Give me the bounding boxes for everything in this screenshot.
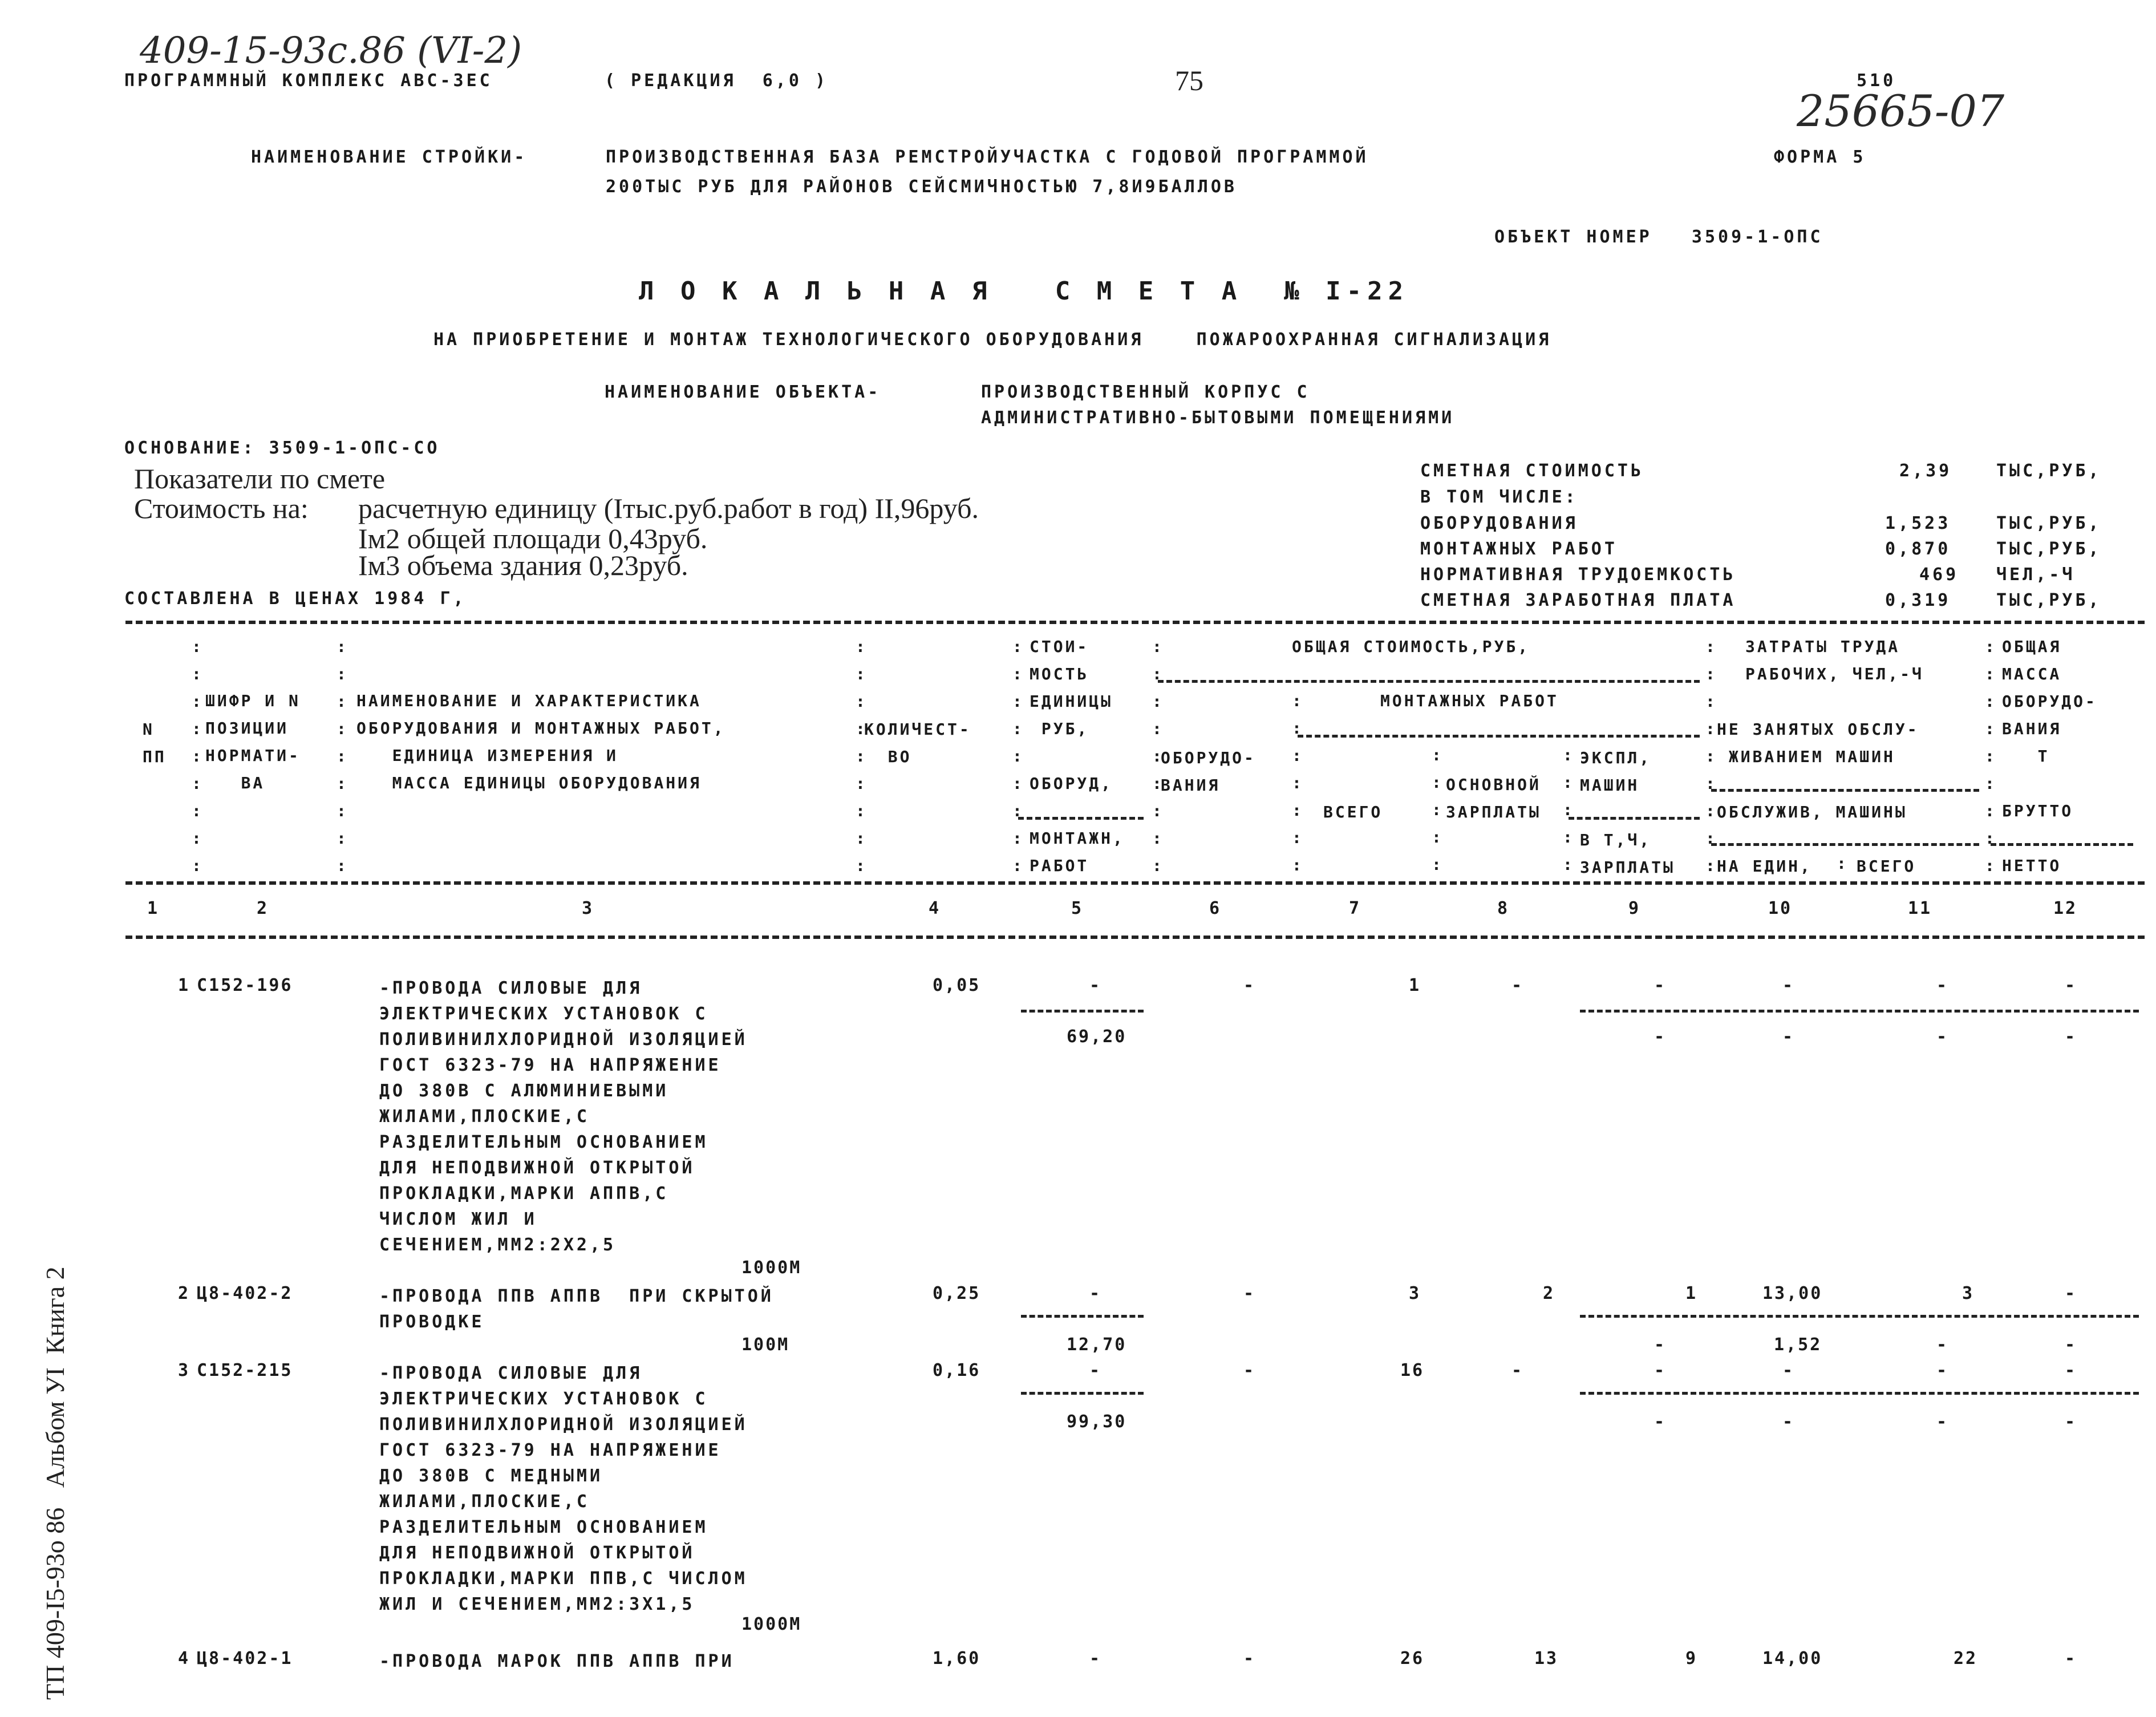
row-c11-top: - <box>1936 1360 1949 1380</box>
row-labor-rule <box>1580 1315 2139 1318</box>
col-number: 6 <box>1209 898 1222 918</box>
object-number: ОБЪЕКТ НОМЕР 3509-1-ОПС <box>1494 227 1823 247</box>
document-subtitle: НА ПРИОБРЕТЕНИЕ И МОНТАЖ ТЕХНОЛОГИЧЕСКОГО ОБОРУДОВАНИЯ ПОЖАРООХРАННАЯ СИГНАЛИЗАЦИЯ <box>433 330 1552 350</box>
row-c10-top: 14,00 <box>1762 1649 1823 1669</box>
col-number: 3 <box>582 898 594 918</box>
handwritten-code: 409-15-93с.86 (VI-2) <box>140 30 522 72</box>
row-c6: - <box>1243 1360 1256 1380</box>
row-c9-bot: - <box>1654 1335 1667 1355</box>
page-number: 75 <box>1175 64 1203 96</box>
row-c8: - <box>1511 1360 1524 1380</box>
hdr-col12: ОБЩАЯ МАССА ОБОРУДО- ВАНИЯ Т БРУТТО НЕТТО <box>2002 637 2097 875</box>
row-c9-top: - <box>1654 975 1667 995</box>
hdr-general-cost: ОБЩАЯ СТОИМОСТЬ,РУБ, <box>1292 637 1530 656</box>
row-code: С152-196 <box>197 975 293 995</box>
row-qty: 0,16 <box>933 1360 981 1380</box>
handwritten-number: 25665-07 <box>1797 86 2005 136</box>
row-c11-top: 3 <box>1962 1283 1975 1303</box>
row-c12-top: - <box>2065 1360 2077 1380</box>
hdr-labor-sub2: ОБСЛУЖИВ, МАШИНЫ <box>1717 803 1907 821</box>
program-name: ПРОГРАММНЫЙ КОМПЛЕКС АВС-ЗЕС <box>124 71 493 91</box>
cost-line1: расчетную единицу (Iтыс.руб.работ в год) II,96руб. <box>358 492 979 524</box>
side-album-label: ТП 409-I5-93о 86 Альбом УI Книга 2 <box>40 1266 70 1700</box>
row-index: 4 <box>178 1649 191 1669</box>
hdr-col6: ОБОРУДО- ВАНИЯ <box>1161 748 1256 795</box>
row-unit: 100М <box>741 1335 790 1355</box>
object-line2: АДМИНИСТРАТИВНО-БЫТОВЫМИ ПОМЕЩЕНИЯМИ <box>981 408 1455 428</box>
row-c7: 16 <box>1400 1360 1425 1380</box>
row-c10-bot: - <box>1782 1027 1795 1047</box>
row-c11-top: - <box>1936 975 1949 995</box>
row-c9-top: - <box>1654 1360 1667 1380</box>
hdr-col2: ШИФР И N ПОЗИЦИИ НОРМАТИ- ВА <box>205 691 301 792</box>
hdr-col1: N ПП <box>143 720 167 766</box>
summary-value: 0,870 <box>1885 539 1951 559</box>
col-number: 8 <box>1497 898 1510 918</box>
summary-label: СМЕТНАЯ ЗАРАБОТНАЯ ПЛАТА <box>1420 590 1736 610</box>
row-c10-top: - <box>1782 975 1795 995</box>
row-c5-top: - <box>1089 975 1102 995</box>
row-unit: 1000М <box>741 1258 802 1278</box>
cost-line3: Iм3 объема здания 0,23руб. <box>358 549 688 581</box>
row-c10-bot: 1,52 <box>1774 1335 1822 1355</box>
row-c7: 3 <box>1409 1283 1421 1303</box>
row-c8: 13 <box>1534 1649 1559 1669</box>
row-c12-bot: - <box>2065 1335 2077 1355</box>
document-title: Л О К А Л Ь Н А Я С М Е Т А № I-22 <box>639 277 1409 306</box>
row-c12-bot: - <box>2065 1027 2077 1047</box>
row-c6: - <box>1243 975 1256 995</box>
table-numbers-rule <box>125 936 2145 939</box>
row-c5-bot: 12,70 <box>1067 1335 1127 1355</box>
row-c6: - <box>1243 1283 1256 1303</box>
summary-unit: ТЫС,РУБ, <box>1996 539 2102 559</box>
indicators-title: Показатели по смете <box>134 463 386 495</box>
hdr-labor-sub: НЕ ЗАНЯТЫХ ОБСЛУ- ЖИВАНИЕМ МАШИН <box>1717 720 1919 766</box>
header-rule-general <box>1158 680 1700 683</box>
row-labor-rule <box>1580 1010 2139 1013</box>
col-number: 9 <box>1628 898 1641 918</box>
summary-value: 0,319 <box>1885 590 1951 610</box>
row-index: 1 <box>178 975 191 995</box>
row-c7: 1 <box>1409 975 1421 995</box>
object-line1: ПРОИЗВОДСТВЕННЫЙ КОРПУС С <box>981 382 1310 402</box>
object-label: НАИМЕНОВАНИЕ ОБЪЕКТА- <box>605 382 881 402</box>
row-c12-top: - <box>2065 1283 2077 1303</box>
summary-label: ОБОРУДОВАНИЯ <box>1420 513 1578 533</box>
summary-unit: ТЫС,РУБ, <box>1996 513 2102 533</box>
row-c5-top: - <box>1089 1649 1102 1669</box>
edition: ( РЕДАКЦИЯ 6,0 ) <box>605 71 829 91</box>
row-c8: - <box>1511 975 1524 995</box>
row-c5-rule <box>1021 1392 1144 1395</box>
cost-line2: Iм2 общей площади 0,43руб. <box>358 523 708 554</box>
row-qty: 0,25 <box>933 1283 981 1303</box>
row-labor-rule <box>1580 1392 2139 1395</box>
col-number: 2 <box>257 898 269 918</box>
row-c12-bot: - <box>2065 1412 2077 1432</box>
col-number: 12 <box>2053 898 2078 918</box>
row-index: 2 <box>178 1283 191 1303</box>
row-c5-bot: 99,30 <box>1067 1412 1127 1432</box>
summary-unit: ЧЕЛ,-Ч <box>1996 565 2076 585</box>
hdr-col9: ЭКСПЛ, МАШИН В Т,Ч, ЗАРПЛАТЫ <box>1580 748 1675 877</box>
row-code: Ц8-402-1 <box>197 1649 293 1669</box>
col-number: 7 <box>1349 898 1361 918</box>
row-c9-top: 9 <box>1685 1649 1698 1669</box>
row-unit: 1000М <box>741 1614 802 1634</box>
col-number: 4 <box>929 898 941 918</box>
summary-label: НОРМАТИВНАЯ ТРУДОЕМКОСТЬ <box>1420 565 1736 585</box>
hdr-col4: КОЛИЧЕСТ- ВО <box>864 720 971 766</box>
cost-label: Стоимость на: <box>134 492 309 524</box>
form-label: ФОРМА 5 <box>1774 147 1866 167</box>
sheet-number: 510 <box>1857 71 1896 91</box>
basis: ОСНОВАНИЕ: 3509-1-ОПС-СО <box>124 438 440 458</box>
prices-year: СОСТАВЛЕНА В ЦЕНАХ 1984 Г, <box>124 589 467 609</box>
col-number: 5 <box>1071 898 1084 918</box>
row-c11-bot: - <box>1936 1027 1949 1047</box>
row-c5-rule <box>1021 1315 1144 1318</box>
row-code: С152-215 <box>197 1360 293 1380</box>
col-number: 11 <box>1908 898 1932 918</box>
row-qty: 0,05 <box>933 975 981 995</box>
table-top-rule <box>125 621 2145 624</box>
construction-line2: 200ТЫС РУБ ДЛЯ РАЙОНОВ СЕЙСМИЧНОСТЬЮ 7,8И9БАЛЛОВ <box>606 177 1237 197</box>
row-description: -ПРОВОДА СИЛОВЫЕ ДЛЯ ЭЛЕКТРИЧЕСКИХ УСТАНОВОК С ПОЛИВИНИЛХЛОРИДНОЙ ИЗОЛЯЦИЕЙ ГОСТ 6323-79 НА НАПРЯЖЕНИЕ ДО 380В С АЛЮМИНИЕВЫМИ ЖИЛАМИ,ПЛОСКИЕ,С РАЗДЕЛИТЕЛЬНЫМ ОСНОВАНИЕМ ДЛЯ НЕПОДВИЖНОЙ ОТКРЫТОЙ ПРОКЛАДКИ,МАРКИ АППВ,С ЧИСЛОМ ЖИЛ И СЕЧЕНИЕМ,ММ2:2Х2,5 <box>379 978 748 1255</box>
row-c12-top: - <box>2065 1649 2077 1669</box>
header-rule-labor <box>1711 789 1979 792</box>
hdr-col7: ВСЕГО <box>1323 803 1383 821</box>
hdr-col10: НА ЕДИН, <box>1717 857 1812 876</box>
row-c11-top: 22 <box>1954 1649 1978 1669</box>
construction-label: НАИМЕНОВАНИЕ СТРОЙКИ- <box>251 147 528 167</box>
col-number: 1 <box>147 898 160 918</box>
row-c11-bot: - <box>1936 1412 1949 1432</box>
hdr-mont: МОНТАЖНЫХ РАБОТ <box>1380 691 1559 710</box>
construction-line1: ПРОИЗВОДСТВЕННАЯ БАЗА РЕМСТРОЙУЧАСТКА С ГОДОВОЙ ПРОГРАММОЙ <box>606 147 1369 167</box>
summary-unit: ТЫС,РУБ, <box>1996 461 2102 481</box>
header-rule-mont <box>1298 735 1700 738</box>
row-c10-bot: - <box>1782 1412 1795 1432</box>
hdr-labor: ЗАТРАТЫ ТРУДА РАБОЧИХ, ЧЕЛ,-Ч <box>1745 637 1924 683</box>
hdr-col11: ВСЕГО <box>1857 857 1916 876</box>
row-c11-bot: - <box>1936 1335 1949 1355</box>
row-qty: 1,60 <box>933 1649 981 1669</box>
row-c5-rule <box>1021 1010 1144 1013</box>
row-c9-top: 1 <box>1685 1283 1698 1303</box>
row-c9-bot: - <box>1654 1412 1667 1432</box>
row-description: -ПРОВОДА ППВ АППВ ПРИ СКРЫТОЙ ПРОВОДКЕ <box>379 1286 774 1332</box>
row-c8: 2 <box>1543 1283 1555 1303</box>
summary-label: МОНТАЖНЫХ РАБОТ <box>1420 539 1618 559</box>
row-description: -ПРОВОДА МАРОК ППВ АППВ ПРИ <box>379 1651 735 1671</box>
row-c5-top: - <box>1089 1283 1102 1303</box>
row-c7: 26 <box>1400 1649 1425 1669</box>
summary-value: 469 <box>1919 565 1959 585</box>
hdr-col3: НАИМЕНОВАНИЕ И ХАРАКТЕРИСТИКА ОБОРУДОВАНИЯ И МОНТАЖНЫХ РАБОТ, ЕДИНИЦА ИЗМЕРЕНИЯ И МАССА ЕДИНИЦЫ ОБОРУДОВАНИЯ <box>356 691 726 792</box>
summary-unit: ТЫС,РУБ, <box>1996 590 2102 610</box>
row-description: -ПРОВОДА СИЛОВЫЕ ДЛЯ ЭЛЕКТРИЧЕСКИХ УСТАНОВОК С ПОЛИВИНИЛХЛОРИДНОЙ ИЗОЛЯЦИЕЙ ГОСТ 6323-79 НА НАПРЯЖЕНИЕ ДО 380В С МЕДНЫМИ ЖИЛАМИ,ПЛОСКИЕ,С РАЗДЕЛИТЕЛЬНЫМ ОСНОВАНИЕМ ДЛЯ НЕПОДВИЖНОЙ ОТКРЫТОЙ ПРОКЛАДКИ,МАРКИ ППВ,С ЧИСЛОМ ЖИЛ И СЕЧЕНИЕМ,ММ2:3Х1,5 <box>379 1363 748 1614</box>
hdr-col8: ОСНОВНОЙ ЗАРПЛАТЫ <box>1446 775 1541 821</box>
col-number: 10 <box>1768 898 1793 918</box>
row-c5-top: - <box>1089 1360 1102 1380</box>
summary-value: 1,523 <box>1885 513 1951 533</box>
row-code: Ц8-402-2 <box>197 1283 293 1303</box>
table-header-rule <box>125 881 2145 885</box>
row-index: 3 <box>178 1360 191 1380</box>
hdr-col5: СТОИ- МОСТЬ ЕДИНИЦЫ РУБ, ОБОРУД, МОНТАЖН, РАБОТ <box>1030 637 1125 875</box>
summary-value: 2,39 <box>1899 461 1952 481</box>
row-c10-top: - <box>1782 1360 1795 1380</box>
summary-label: В ТОМ ЧИСЛЕ: <box>1420 487 1578 507</box>
row-c10-top: 13,00 <box>1762 1283 1823 1303</box>
row-c9-bot: - <box>1654 1027 1667 1047</box>
header-rule-labor2 <box>1711 843 1979 846</box>
row-c12-top: - <box>2065 975 2077 995</box>
summary-label: СМЕТНАЯ СТОИМОСТЬ <box>1420 461 1644 481</box>
row-c6: - <box>1243 1649 1256 1669</box>
row-c5-bot: 69,20 <box>1067 1027 1127 1047</box>
